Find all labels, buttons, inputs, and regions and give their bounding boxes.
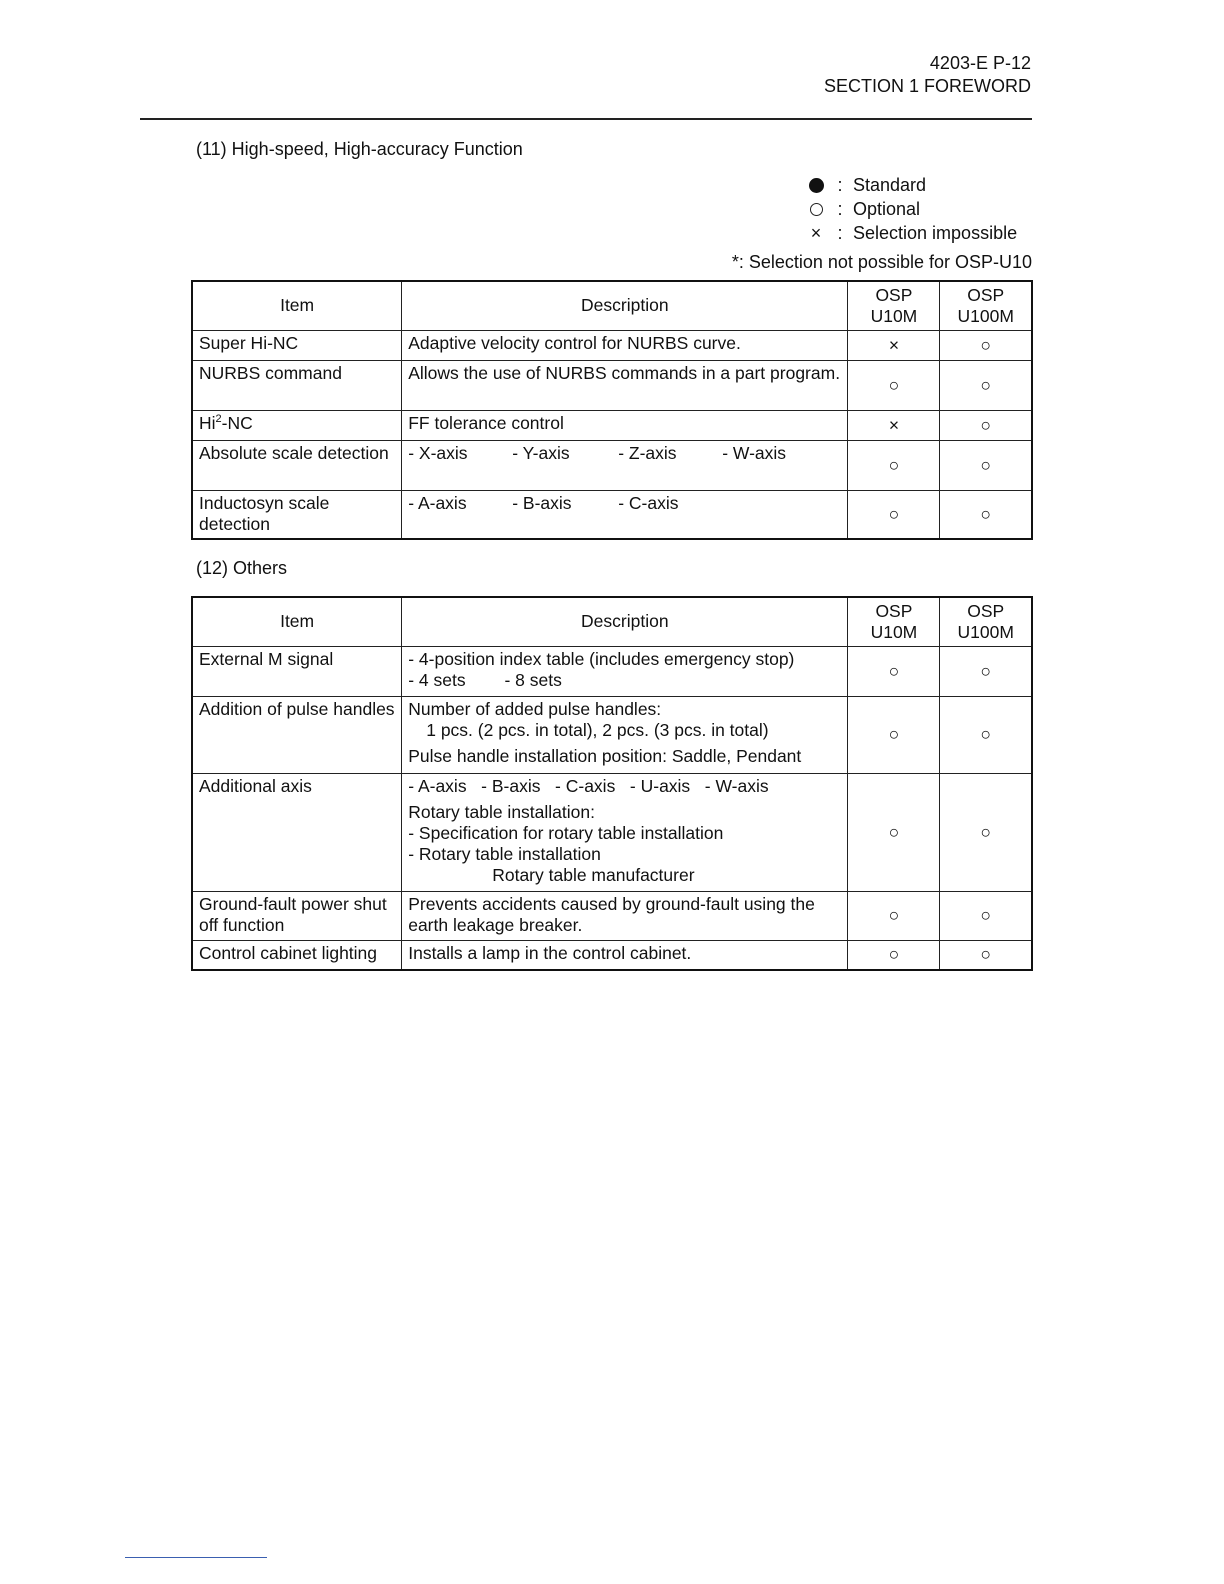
table-row <box>192 490 1032 539</box>
header-item: Item <box>192 281 402 330</box>
legend-label: Optional <box>853 198 921 219</box>
open-circle-icon: ○ <box>940 696 1032 773</box>
open-circle-icon: ○ <box>940 490 1032 539</box>
row-description: - 4-position index table (includes emergency stop) - 4 sets - 8 sets <box>402 646 848 696</box>
header-rule <box>140 118 1032 120</box>
table-header-row <box>192 597 1032 646</box>
row-description: - A-axis - B-axis - C-axis <box>402 490 848 539</box>
legend-optional <box>805 197 1017 221</box>
legend-impossible <box>805 221 1017 245</box>
open-circle-icon: ○ <box>848 696 940 773</box>
legend <box>805 173 1017 245</box>
open-circle-icon: ○ <box>940 891 1032 940</box>
row-item: NURBS command <box>192 360 402 410</box>
row-description: Adaptive velocity control for NURBS curve. <box>402 330 848 360</box>
legend-colon: : <box>837 198 843 219</box>
header-u100m: OSP U100M <box>940 597 1032 646</box>
open-circle-icon: ○ <box>940 440 1032 490</box>
header-item: Item <box>192 597 402 646</box>
header-u100m: OSP U100M <box>940 281 1032 330</box>
row-description: - A-axis - B-axis - C-axis - U-axis - W-axis Rotary table installation: - Specification for rotary table installation - Rotary table installation Rotary table manufacturer <box>402 773 848 891</box>
section-11-title: (11) High-speed, High-accuracy Function <box>196 139 523 159</box>
filled-circle-icon <box>809 178 824 193</box>
row-item: Addition of pulse handles <box>192 696 402 773</box>
row-item: Control cabinet lighting <box>192 940 402 970</box>
row-description: Prevents accidents caused by ground-fault using the earth leakage breaker. <box>402 891 848 940</box>
header-description: Description <box>402 597 848 646</box>
row-description: Number of added pulse handles: 1 pcs. (2 pcs. in total), 2 pcs. (3 pcs. in total) Pulse handle installation position: Saddle, Pendant <box>402 696 848 773</box>
open-circle-icon: ○ <box>848 440 940 490</box>
row-description: FF tolerance control <box>402 410 848 440</box>
row-item: Ground-fault power shut off function <box>192 891 402 940</box>
row-item: Super Hi-NC <box>192 330 402 360</box>
table-row <box>192 891 1032 940</box>
table-row <box>192 330 1032 360</box>
header-description: Description <box>402 281 848 330</box>
open-circle-icon: ○ <box>940 646 1032 696</box>
row-description: Installs a lamp in the control cabinet. <box>402 940 848 970</box>
open-circle-icon: ○ <box>940 360 1032 410</box>
others-table <box>191 596 1033 971</box>
header-u10m: OSP U10M <box>848 281 940 330</box>
row-description: - X-axis - Y-axis - Z-axis - W-axis <box>402 440 848 490</box>
table-row <box>192 773 1032 891</box>
open-circle-icon: ○ <box>940 940 1032 970</box>
section-title: SECTION 1 FOREWORD <box>823 76 1031 96</box>
table-row <box>192 696 1032 773</box>
row-item: Inductosyn scale detection <box>192 490 402 539</box>
open-circle-icon: ○ <box>848 360 940 410</box>
open-circle-icon: ○ <box>848 490 940 539</box>
table-row <box>192 646 1032 696</box>
legend-label: Selection impossible <box>853 222 1018 243</box>
open-circle-icon: ○ <box>940 773 1032 891</box>
cross-icon: × <box>848 410 940 440</box>
open-circle-icon: ○ <box>940 330 1032 360</box>
table-row <box>192 360 1032 410</box>
legend-colon: : <box>837 174 843 195</box>
legend-label: Standard <box>853 174 927 195</box>
document-number: 4203-E P-12 <box>929 53 1031 73</box>
open-circle-icon: ○ <box>848 940 940 970</box>
open-circle-icon: ○ <box>848 891 940 940</box>
high-speed-table <box>191 280 1033 540</box>
table-row <box>192 410 1032 440</box>
note: *: Selection not possible for OSP-U10 <box>731 252 1032 272</box>
open-circle-icon: ○ <box>848 646 940 696</box>
row-item: External M signal <box>192 646 402 696</box>
legend-standard <box>805 173 1017 197</box>
open-circle-icon: ○ <box>848 773 940 891</box>
cross-icon: × <box>810 223 822 243</box>
table-row <box>192 940 1032 970</box>
open-circle-icon <box>810 203 823 216</box>
legend-colon: : <box>837 222 843 243</box>
row-description: Allows the use of NURBS commands in a part program. <box>402 360 848 410</box>
row-item: Additional axis <box>192 773 402 891</box>
table-header-row <box>192 281 1032 330</box>
footer-line <box>125 1557 267 1558</box>
row-item: Absolute scale detection <box>192 440 402 490</box>
row-item: Hi$^2$-NC <box>192 410 402 440</box>
header-u10m: OSP U10M <box>848 597 940 646</box>
cross-icon: × <box>848 330 940 360</box>
open-circle-icon: ○ <box>940 410 1032 440</box>
table-row <box>192 440 1032 490</box>
section-12-title: (12) Others <box>196 558 288 578</box>
